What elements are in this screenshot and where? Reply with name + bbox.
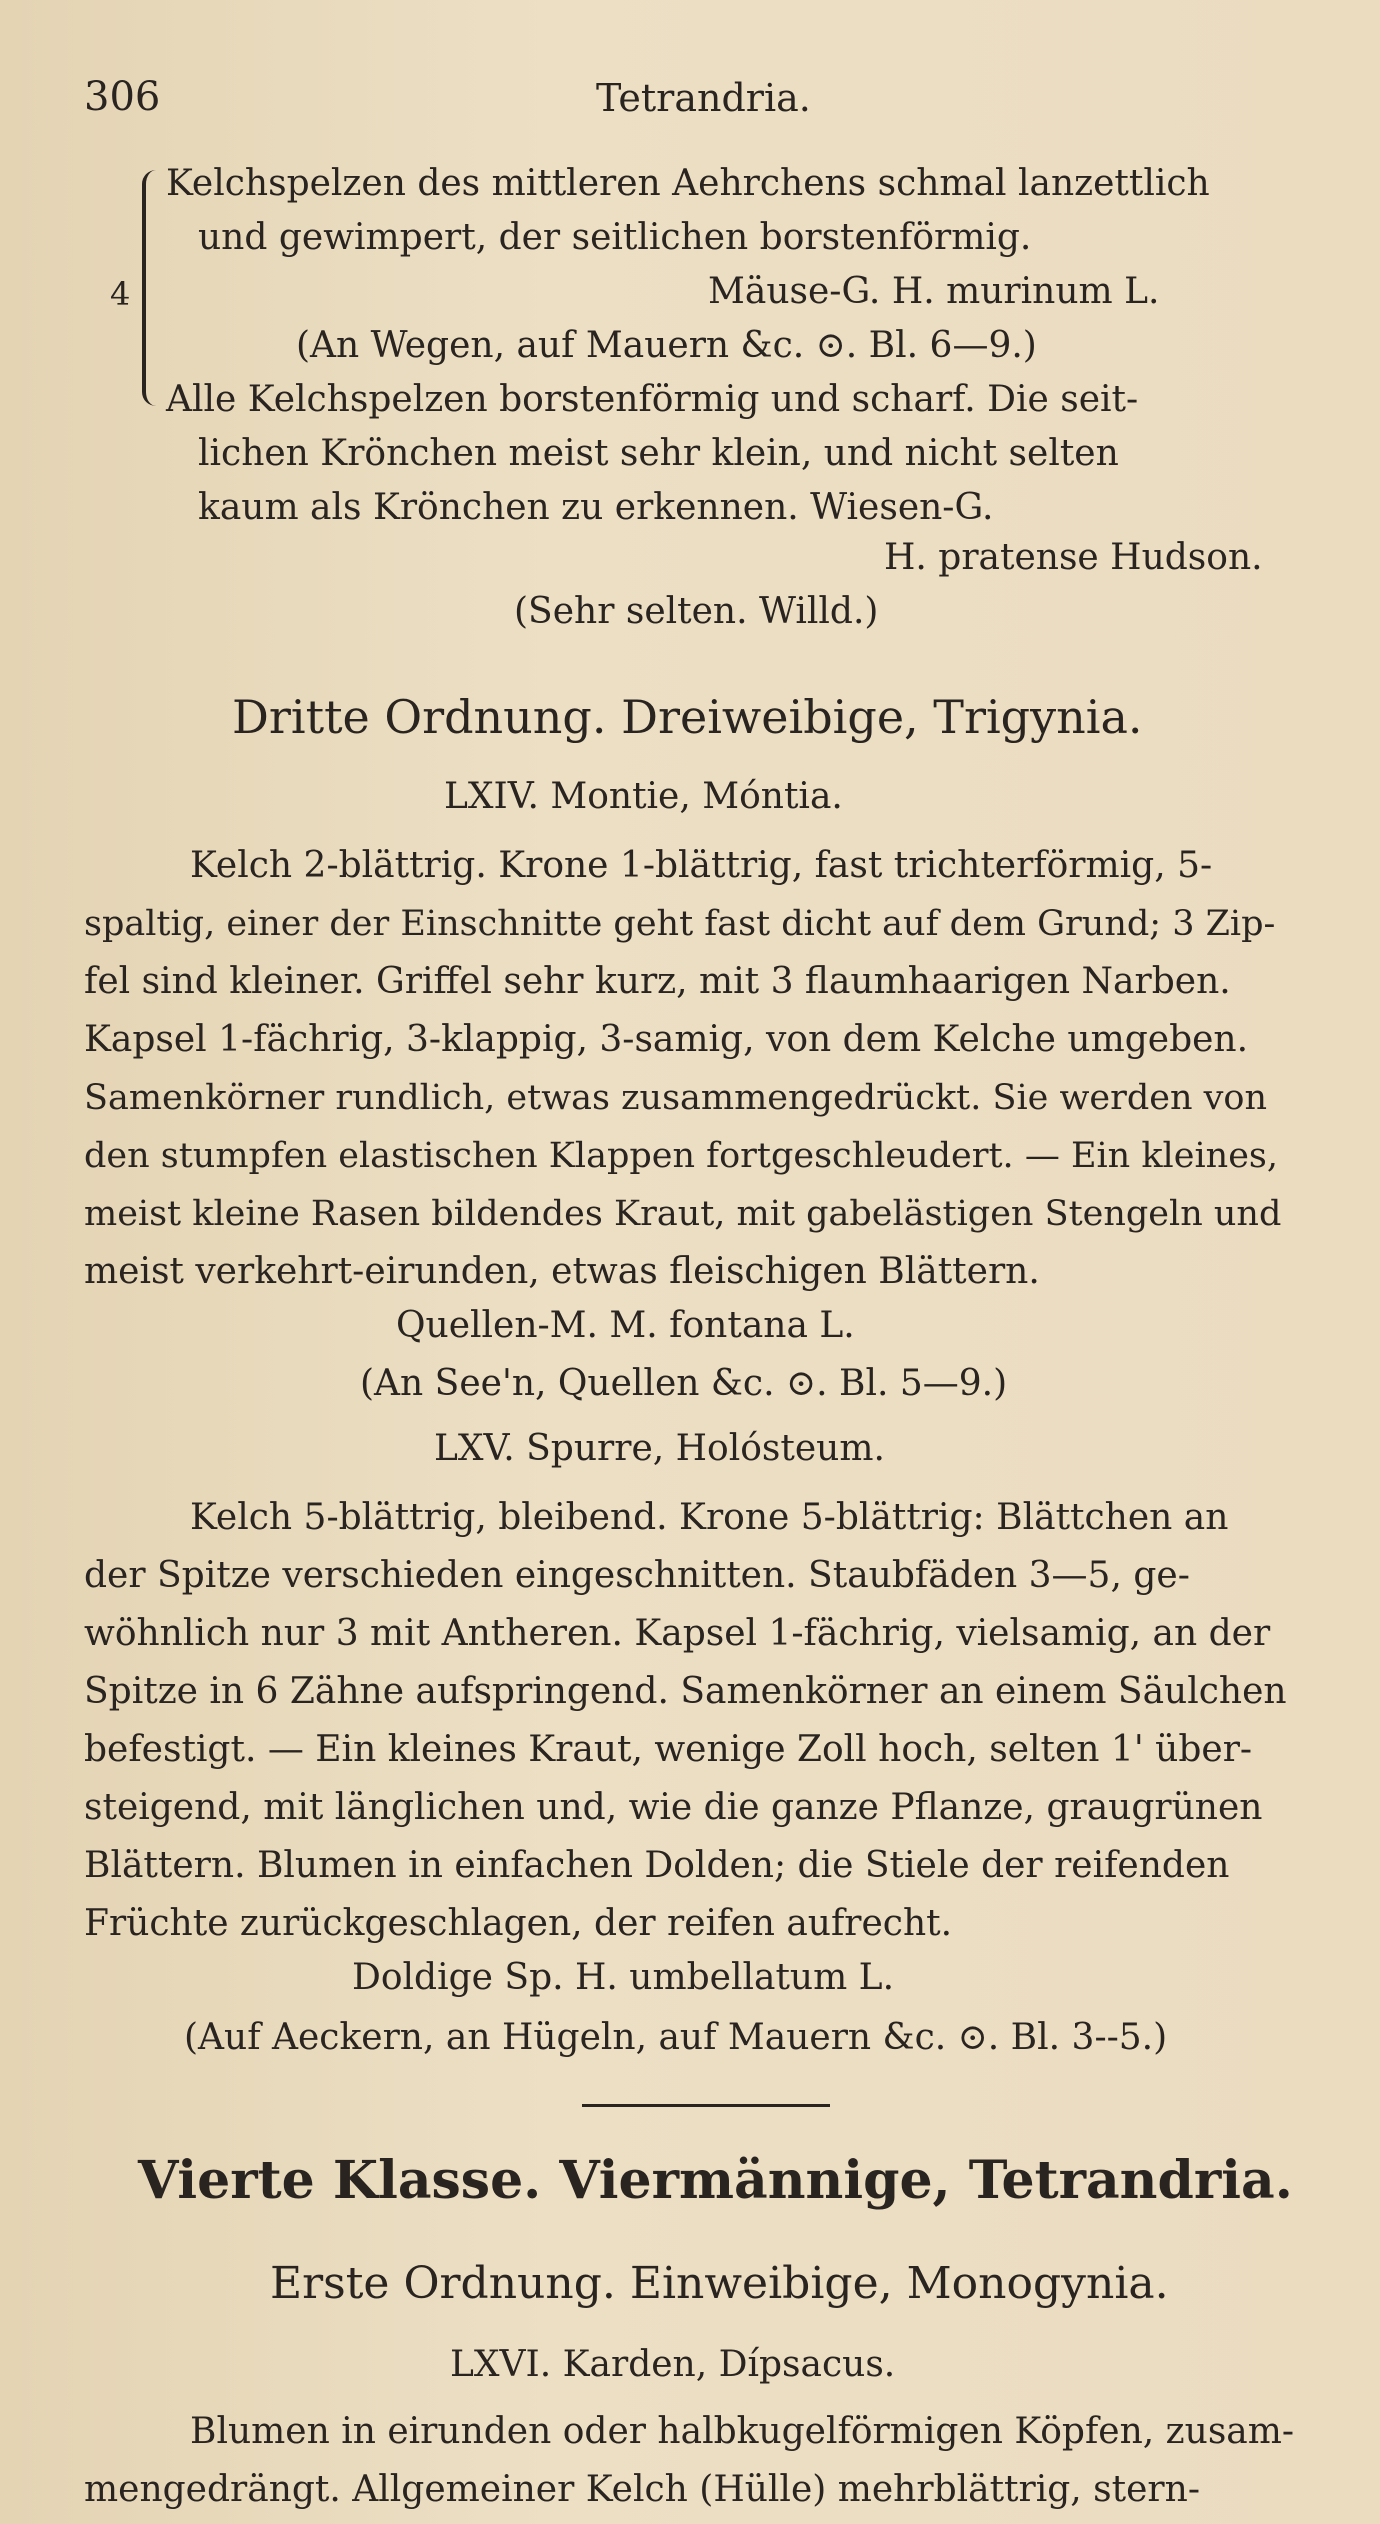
- text-line: Kelch 5-blättrig, bleibend. Krone 5-blättrig: Blättchen an: [190, 1497, 1229, 1538]
- genus-heading: LXIV. Montie, Móntia.: [444, 776, 843, 817]
- text-line: der Spitze verschieden eingeschnitten. Staubfäden 3—5, ge-: [84, 1555, 1190, 1596]
- habitat-line: (An Wegen, auf Mauern &c. ⊙. Bl. 6—9.): [296, 325, 1037, 366]
- page-number: 306: [84, 74, 161, 120]
- text-line: befestigt. — Ein kleines Kraut, wenige Zoll hoch, selten 1' über-: [84, 1729, 1253, 1770]
- text-line: mengedrängt. Allgemeiner Kelch (Hülle) mehrblättrig, stern-: [84, 2469, 1200, 2510]
- text-line: Kelch 2-blättrig. Krone 1-blättrig, fast trichterförmig, 5-: [190, 845, 1213, 886]
- key-line: Kelchspelzen des mittleren Aehrchens schmal lanzettlich: [166, 163, 1210, 204]
- text-line: steigend, mit länglichen und, wie die ganze Pflanze, graugrünen: [84, 1787, 1263, 1828]
- class-heading: Vierte Klasse. Viermännige, Tetrandria.: [138, 2150, 1293, 2211]
- brace-number: 4: [110, 275, 131, 313]
- habitat-line: (Auf Aeckern, an Hügeln, auf Mauern &c. ⊙. Bl. 3--5.): [184, 2017, 1168, 2058]
- habitat-line: (Sehr selten. Willd.): [514, 591, 879, 632]
- species-name: Quellen-M. M. fontana L.: [396, 1305, 855, 1346]
- key-line: Alle Kelchspelzen borstenförmig und scharf. Die seit-: [166, 379, 1139, 420]
- text-line: den stumpfen elastischen Klappen fortgeschleudert. — Ein kleines,: [84, 1136, 1278, 1176]
- key-line: und gewimpert, der seitlichen borstenförmig.: [198, 217, 1032, 258]
- genus-heading: LXVI. Karden, Dípsacus.: [450, 2344, 896, 2385]
- text-line: spaltig, einer der Einschnitte geht fast dicht auf dem Grund; 3 Zip-: [84, 904, 1276, 944]
- species-name: Mäuse-G. H. murinum L.: [708, 271, 1160, 312]
- section-divider: [582, 2104, 830, 2107]
- species-name: H. pratense Hudson.: [884, 537, 1263, 578]
- text-line: Samenkörner rundlich, etwas zusammengedrückt. Sie werden von: [84, 1078, 1268, 1118]
- habitat-line: (An See'n, Quellen &c. ⊙. Bl. 5—9.): [360, 1363, 1008, 1404]
- key-brace: [142, 170, 160, 406]
- text-line: wöhnlich nur 3 mit Antheren. Kapsel 1-fächrig, vielsamig, an der: [84, 1613, 1271, 1654]
- text-line: meist kleine Rasen bildendes Kraut, mit gabelästigen Stengeln und: [84, 1194, 1282, 1234]
- key-line: lichen Krönchen meist sehr klein, und nicht selten: [198, 433, 1119, 474]
- text-line: Spitze in 6 Zähne aufspringend. Samenkörner an einem Säulchen: [84, 1671, 1287, 1712]
- text-line: Früchte zurückgeschlagen, der reifen aufrecht.: [84, 1903, 953, 1944]
- text-line: meist verkehrt-eirunden, etwas fleischigen Blättern.: [84, 1251, 1040, 1292]
- order-heading: Erste Ordnung. Einweibige, Monogynia.: [270, 2258, 1169, 2309]
- key-line: kaum als Krönchen zu erkennen. Wiesen-G.: [198, 487, 994, 528]
- order-heading: Dritte Ordnung. Dreiweibige, Trigynia.: [232, 690, 1143, 744]
- text-line: fel sind kleiner. Griffel sehr kurz, mit 3 flaumhaarigen Narben.: [84, 961, 1231, 1002]
- species-name: Doldige Sp. H. umbellatum L.: [352, 1957, 895, 1998]
- genus-heading: LXV. Spurre, Holósteum.: [434, 1428, 885, 1469]
- text-line: Blättern. Blumen in einfachen Dolden; die Stiele der reifenden: [84, 1845, 1230, 1886]
- text-line: Blumen in eirunden oder halbkugelförmigen Köpfen, zusam-: [190, 2411, 1295, 2452]
- running-title: Tetrandria.: [596, 76, 811, 120]
- text-line: Kapsel 1-fächrig, 3-klappig, 3-samig, von dem Kelche umgeben.: [84, 1019, 1249, 1060]
